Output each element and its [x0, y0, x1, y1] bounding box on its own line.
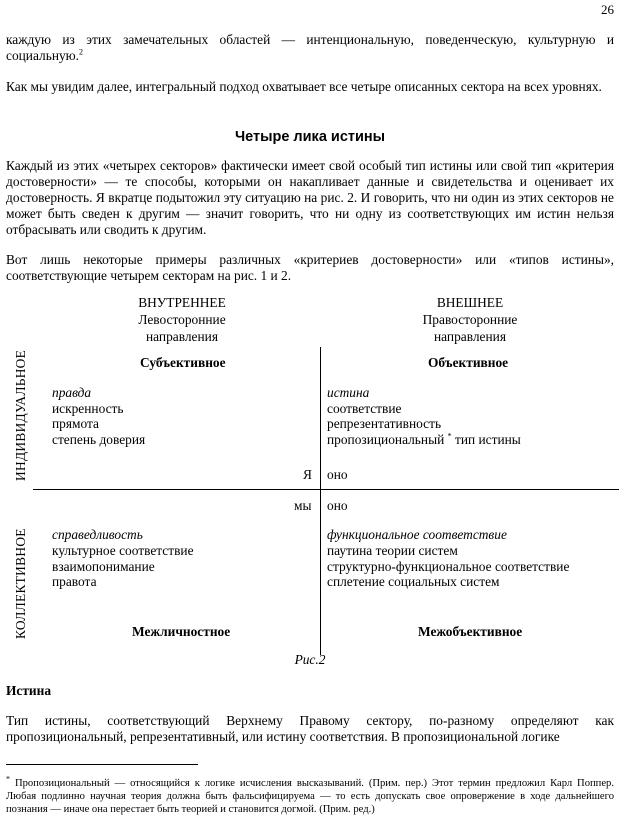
footnote-star: * — [6, 774, 10, 784]
lower-left-pronoun: мы — [294, 498, 312, 513]
subheading-truth: Истина — [6, 683, 52, 698]
intro-paragraph-2: Как мы увидим далее, интегральный подход охватывает все четыре описанных сектора на всех уровнях. — [6, 79, 602, 94]
upper-left-pronoun: Я — [303, 467, 312, 482]
footnote-text: Пропозициональный — относящийся к логике исчисления высказываний. (Прим. пер.) Этот термин предложил Карл Поппер. Любая подлинно научная теория должна быть фальсифицируема — то есть допускать свое опровержение в ходе дальнейшего познания — иначе она перестает быть теорией и становится догмой. (Прим. ред.) — [6, 778, 614, 815]
lower-left-italic: справедливость — [52, 527, 143, 542]
lower-left-item: правота — [52, 574, 97, 589]
lower-left-title: Межличностное — [132, 624, 231, 639]
lower-right-title: Межобъективное — [418, 624, 523, 639]
footnote — [6, 774, 614, 816]
paragraph-four-sectors: Каждый из этих «четырех секторов» фактически имеет свой особый тип истины или свой тип «критерия достоверности» — те способы, которыми он накапливает данные и свидетельства и оценивает их достоверность. Я вкратце подытожил эту ситуацию на рис. 2. И говорить, что ни один из этих секторов не может быть сведен к другим — значит говорить, что ни одну из соответствующих им истин нельзя отбрасывать или сводить к другим. — [6, 158, 614, 237]
upper-right-item: соответствие — [327, 401, 402, 416]
vertical-label-individual: ИНДИВИДУАЛЬНОЕ — [13, 349, 28, 481]
quadrant-horizontal-divider — [33, 489, 619, 490]
upper-left-title: Субъективное — [140, 355, 226, 370]
footnote-divider — [6, 764, 198, 765]
vertical-label-collective: КОЛЛЕКТИВНОЕ — [13, 528, 28, 639]
lower-right-item: структурно-функциональное соответствие — [327, 559, 570, 574]
upper-left-item: искренность — [52, 401, 124, 416]
upper-left-item: степень доверия — [52, 432, 146, 447]
right-header-line-3: направления — [433, 329, 506, 344]
footnote-ref-2: 2 — [79, 47, 84, 57]
upper-right-title: Объективное — [428, 355, 509, 370]
upper-left-italic: правда — [52, 385, 92, 400]
upper-right-pronoun: оно — [327, 467, 348, 482]
left-header-line-1: ВНУТРЕННЕЕ — [138, 295, 226, 310]
upper-right-propositional — [327, 432, 521, 448]
upper-right-prop-tail: тип истины — [454, 432, 521, 447]
page-number: 26 — [601, 2, 614, 17]
right-header — [370, 294, 570, 345]
quadrant-vertical-divider — [320, 347, 321, 655]
right-header-line-2: Правосторонние — [422, 312, 518, 327]
right-header-line-1: ВНЕШНЕЕ — [436, 295, 504, 310]
section-title: Четыре лика истины — [234, 129, 386, 145]
lower-right-italic: функциональное соответствие — [327, 527, 507, 542]
paragraph-truth: Тип истины, соответствующий Верхнему Правому сектору, по-разному определяют как пропозициональный, репрезентативный, или истину соответствия. В пропозициональной логике — [6, 713, 614, 744]
upper-right-italic: истина — [327, 385, 370, 400]
lower-right-item: сплетение социальных систем — [327, 574, 500, 589]
left-header — [82, 294, 282, 345]
lower-left-item: культурное соответствие — [52, 543, 194, 558]
lower-right-item: паутина теории систем — [327, 543, 458, 558]
intro-paragraph-1-text: каждую из этих замечательных областей — интенциональную, поведенческую, культурную и социальную. — [6, 32, 614, 63]
upper-left-item: прямота — [52, 416, 99, 431]
upper-right-prop-word: пропозициональный — [327, 432, 445, 447]
lower-left-item: взаимопонимание — [52, 559, 155, 574]
upper-right-item: репрезентативность — [327, 416, 442, 431]
paragraph-examples: Вот лишь некоторые примеры различных «критериев достоверности» или «типов истины», соответствующие четырем секторам на рис. 1 и 2. — [6, 252, 614, 283]
intro-paragraph-1 — [6, 32, 614, 64]
left-header-line-2: Левосторонние — [138, 312, 226, 327]
footnote-star-ref: * — [447, 431, 452, 441]
lower-right-pronoun: оно — [327, 498, 348, 513]
figure-caption: Рис.2 — [294, 652, 326, 667]
left-header-line-3: направления — [145, 329, 218, 344]
